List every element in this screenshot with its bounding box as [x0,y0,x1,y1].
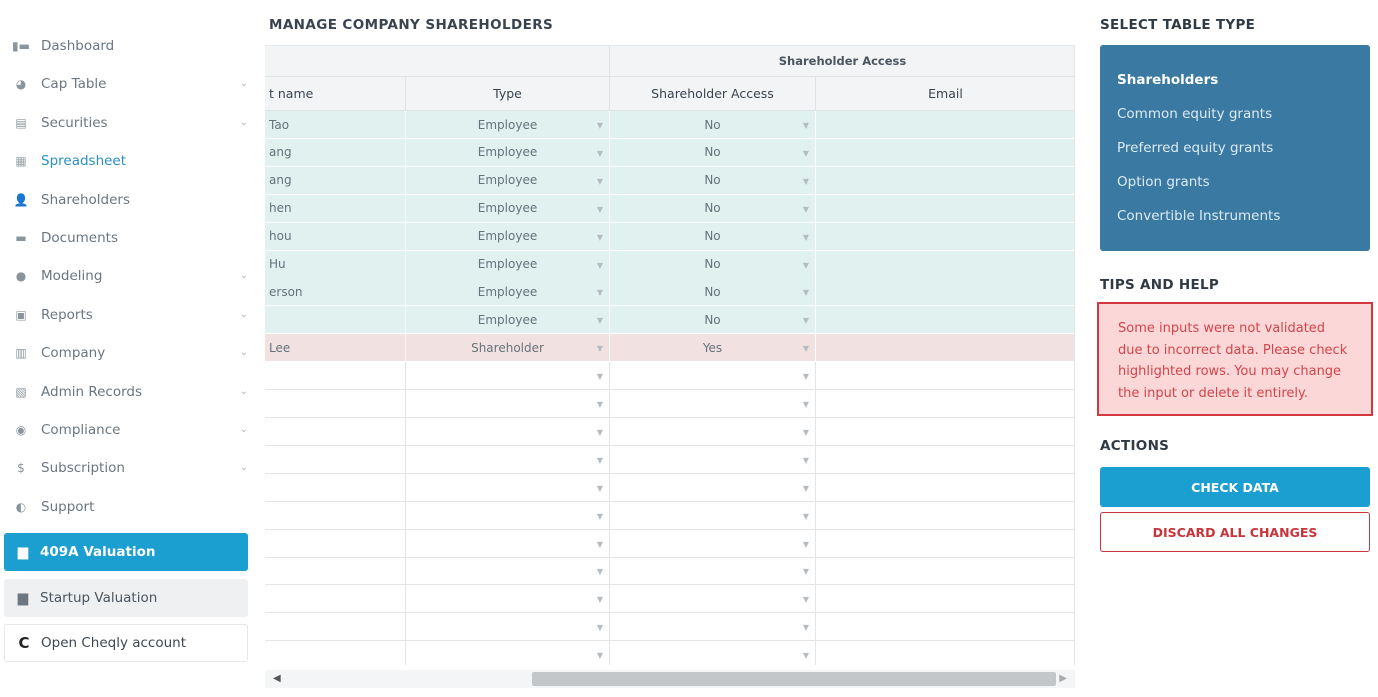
tips-title: TIPS AND HELP [1100,277,1220,293]
type-select-text: Employee [477,201,538,216]
sidebar-item-label: Admin Records [41,383,142,400]
dollar-icon: $ [17,461,25,476]
access-select[interactable] [610,111,816,139]
type-select[interactable] [406,557,610,585]
access-select[interactable] [610,278,816,306]
access-select[interactable] [610,139,816,167]
sidebar-item-label: Cap Table [41,76,107,93]
type-select[interactable] [406,139,610,167]
dropdown-arrow-icon[interactable]: ▼ [596,176,603,186]
clipboard-icon: ▤ [15,115,27,130]
table-row[interactable] [265,251,1075,279]
sidebar-item-admin-records[interactable] [0,373,256,411]
dropdown-arrow-icon[interactable]: ▼ [802,260,809,270]
email-cell[interactable] [816,446,1075,474]
access-select-text: No [704,145,721,160]
dropdown-arrow-icon[interactable]: ▼ [802,623,809,633]
access-select-text: No [704,229,721,244]
sidebar-item-label: Spreadsheet [41,153,127,170]
email-cell[interactable] [816,278,1075,306]
access-select[interactable] [610,474,816,502]
type-select[interactable] [406,223,610,251]
access-select[interactable] [610,530,816,558]
pie-chart-icon: ◕ [15,77,27,92]
access-select-text: No [704,257,721,271]
email-cell[interactable] [816,139,1075,167]
name-cell[interactable] [265,334,406,362]
email-cell[interactable] [816,111,1075,139]
access-select[interactable] [610,585,816,613]
name-cell[interactable] [265,362,406,390]
dropdown-arrow-icon[interactable]: ▼ [596,288,603,298]
name-cell[interactable] [265,418,406,446]
lightbulb-icon: ● [15,269,27,284]
type-select[interactable] [406,613,610,641]
sidebar-item-documents[interactable] [0,219,256,257]
name-cell-text: ang [269,173,292,188]
chevron-down-icon[interactable]: ⌄ [239,347,248,359]
dropdown-arrow-icon[interactable]: ▼ [802,204,809,214]
type-select[interactable] [406,502,610,530]
dropdown-arrow-icon[interactable]: ▼ [596,483,603,493]
name-cell-text: erson [269,284,303,299]
chevron-down-icon[interactable]: ⌄ [239,308,248,320]
email-cell[interactable] [816,530,1075,558]
dropdown-arrow-icon[interactable]: ▼ [802,316,809,326]
dropdown-arrow-icon[interactable]: ▼ [802,651,809,661]
sidebar-item-compliance[interactable] [0,411,256,449]
name-cell-text: Tao [269,117,290,132]
table-row[interactable] [265,278,1075,306]
report-icon: ▣ [15,307,27,322]
scroll-right-icon[interactable]: ▶ [1059,673,1067,684]
name-cell[interactable] [265,530,406,558]
table-type-shareholders[interactable]: Shareholders [1117,72,1219,88]
type-select-text: Employee [477,145,538,160]
name-cell[interactable] [265,446,406,474]
chevron-down-icon[interactable]: ⌄ [239,462,248,474]
email-cell[interactable] [816,613,1075,641]
sidebar-item-subscription[interactable] [0,449,256,487]
table-row[interactable] [265,334,1075,362]
dropdown-arrow-icon[interactable]: ▼ [802,455,809,465]
name-cell[interactable] [265,613,406,641]
table-type-preferred-equity-grants[interactable]: Preferred equity grants [1117,140,1274,156]
name-cell[interactable] [265,557,406,585]
name-cell[interactable] [265,474,406,502]
type-select[interactable] [406,474,610,502]
email-cell[interactable] [816,195,1075,223]
dropdown-arrow-icon[interactable]: ▼ [802,595,809,605]
dropdown-arrow-icon[interactable]: ▼ [596,567,603,577]
name-cell[interactable] [265,167,406,195]
sidebar-item-label: Reports [41,306,93,323]
name-cell[interactable] [265,278,406,306]
email-cell[interactable] [816,251,1075,279]
access-select[interactable] [610,362,816,390]
type-select[interactable] [406,530,610,558]
email-cell[interactable] [816,585,1075,613]
name-cell[interactable] [265,139,406,167]
dropdown-arrow-icon[interactable]: ▼ [802,121,809,130]
dropdown-arrow-icon[interactable]: ▼ [802,483,809,493]
name-cell[interactable] [265,641,406,665]
sidebar-item-support[interactable] [0,488,256,526]
dropdown-arrow-icon[interactable]: ▼ [596,427,603,437]
cheqly-logo-icon: C [18,634,30,652]
table-row[interactable] [265,306,1075,334]
sidebar-item-label: Company [41,345,106,362]
name-cell-text: ang [269,145,292,160]
name-cell[interactable] [265,390,406,418]
dropdown-arrow-icon[interactable]: ▼ [802,539,809,549]
dropdown-arrow-icon[interactable]: ▼ [596,372,603,382]
dropdown-arrow-icon[interactable]: ▼ [802,567,809,577]
access-select-text: No [704,173,721,188]
dropdown-arrow-icon[interactable]: ▼ [596,232,603,242]
type-select-text: Employee [477,312,538,327]
dropdown-arrow-icon[interactable]: ▼ [802,288,809,298]
sidebar-item-company[interactable] [0,334,256,372]
name-cell-text: Lee [269,340,291,355]
access-select[interactable] [610,223,816,251]
dropdown-arrow-icon[interactable]: ▼ [596,121,603,130]
access-select-text: No [704,117,721,132]
dropdown-arrow-icon[interactable]: ▼ [596,344,603,354]
user-icon: 👤 [13,192,29,207]
access-select[interactable] [610,195,816,223]
access-select[interactable] [610,502,816,530]
type-select-text: Employee [477,284,538,299]
table-row[interactable] [265,530,1075,558]
table-row[interactable] [265,362,1075,390]
dropdown-arrow-icon[interactable]: ▼ [596,539,603,549]
type-select[interactable] [406,334,610,362]
dropdown-arrow-icon[interactable]: ▼ [802,232,809,242]
column-header-type[interactable]: Type [406,77,610,111]
scroll-left-icon[interactable]: ◀ [273,673,281,684]
type-select[interactable] [406,390,610,418]
dropdown-arrow-icon[interactable]: ▼ [596,204,603,214]
table-icon: ▦ [15,154,27,169]
name-cell[interactable] [265,306,406,334]
startup-valuation-label: Startup Valuation [40,590,158,606]
column-header-name[interactable]: t name [265,77,406,111]
sidebar-item-label: Securities [41,114,108,131]
select-table-type-title: SELECT TABLE TYPE [1100,17,1256,33]
type-select[interactable] [406,306,610,334]
table-row[interactable] [265,418,1075,446]
table-row[interactable] [265,474,1075,502]
type-select[interactable] [406,278,610,306]
email-cell[interactable] [816,641,1075,665]
table-row[interactable] [265,613,1075,641]
check-data-button[interactable]: CHECK DATA [1100,467,1370,507]
sidebar-item-label: Shareholders [41,191,130,208]
name-cell[interactable] [265,251,406,279]
type-select-text: Shareholder [471,340,544,355]
folder-icon: ▬ [15,231,27,245]
access-select-text: No [704,284,721,299]
email-cell[interactable] [816,306,1075,334]
page-title: MANAGE COMPANY SHAREHOLDERS [269,17,554,33]
dropdown-arrow-icon[interactable]: ▼ [802,372,809,382]
type-select-text: Employee [477,117,538,132]
sidebar-item-reports[interactable] [0,296,256,334]
email-cell[interactable] [816,502,1075,530]
dashboard-icon: ▮▬ [12,39,30,53]
table-type-common-equity-grants[interactable]: Common equity grants [1117,106,1273,122]
sidebar-item-label: Dashboard [41,38,115,54]
support-icon: ◐ [15,499,27,514]
sidebar-item-spreadsheet[interactable] [0,142,256,180]
records-icon: ▧ [15,384,27,399]
access-select[interactable] [610,418,816,446]
access-select[interactable] [610,390,816,418]
sidebar-item-label: Modeling [41,268,103,285]
shareholders-grid [265,45,1075,665]
access-select[interactable] [610,334,816,362]
actions-title: ACTIONS [1100,438,1170,454]
document-icon: ▆ [17,590,29,606]
table-type-panel [1100,45,1370,251]
table-type-convertible-instruments[interactable]: Convertible Instruments [1117,208,1281,224]
table-row[interactable] [265,446,1075,474]
email-cell[interactable] [816,474,1075,502]
access-select-text: No [704,312,721,327]
access-select[interactable] [610,446,816,474]
scrollbar-thumb[interactable] [532,672,1056,686]
email-cell[interactable] [816,557,1075,585]
name-cell-text: hen [269,201,292,216]
email-cell[interactable] [816,390,1075,418]
chevron-down-icon[interactable]: ⌄ [239,78,248,90]
name-cell-text: Hu [269,257,286,271]
shield-icon: ◉ [15,423,27,437]
type-select[interactable] [406,585,610,613]
access-select[interactable] [610,613,816,641]
dropdown-arrow-icon[interactable]: ▼ [802,148,809,158]
sidebar-item-label: Documents [41,230,118,246]
tips-error-box: Some inputs were not validated due to incorrect data. Please check highlighted rows. You may change the input or delete it entirely. [1097,302,1373,416]
type-select-text: Employee [477,173,538,188]
dropdown-arrow-icon[interactable]: ▼ [596,400,603,409]
sidebar-item-label: Subscription [41,460,125,477]
column-header-email[interactable]: Email [816,77,1075,111]
dropdown-arrow-icon[interactable]: ▼ [596,595,603,605]
sidebar-item-shareholders[interactable] [0,181,256,219]
409a-valuation-label: 409A Valuation [40,544,156,560]
table-row[interactable] [265,139,1075,167]
sidebar-item-dashboard[interactable] [0,27,256,65]
open-cheqly-label: Open Cheqly account [41,635,187,651]
dropdown-arrow-icon[interactable]: ▼ [596,455,603,465]
column-header-access[interactable]: Shareholder Access [610,77,816,111]
email-cell[interactable] [816,334,1075,362]
chevron-down-icon[interactable]: ⌄ [239,116,248,128]
name-cell[interactable] [265,502,406,530]
type-select[interactable] [406,362,610,390]
email-cell[interactable] [816,418,1075,446]
dropdown-arrow-icon[interactable]: ▼ [596,511,603,521]
group-header-shareholder-access: Shareholder Access [610,45,1075,77]
discard-all-changes-button[interactable]: DISCARD ALL CHANGES [1100,512,1370,552]
chevron-down-icon[interactable]: ⌄ [239,385,248,397]
email-cell[interactable] [816,362,1075,390]
table-row[interactable] [265,557,1075,585]
dropdown-arrow-icon[interactable]: ▼ [802,176,809,186]
document-icon: ▆ [17,544,29,560]
type-select[interactable] [406,641,610,665]
type-select[interactable] [406,446,610,474]
group-header-blank [265,45,610,77]
name-cell[interactable] [265,195,406,223]
name-cell[interactable] [265,585,406,613]
sidebar-item-securities[interactable] [0,104,256,142]
sidebar-item-label: Compliance [41,422,121,438]
open-cheqly-button[interactable] [4,624,248,662]
409a-valuation-button[interactable] [4,533,248,571]
table-type-option-grants[interactable]: Option grants [1117,174,1210,190]
type-select[interactable] [406,167,610,195]
table-row[interactable] [265,502,1075,530]
access-select-text: Yes [702,340,723,355]
type-select-text: Employee [477,229,538,244]
access-select[interactable] [610,167,816,195]
email-cell[interactable] [816,167,1075,195]
email-cell[interactable] [816,223,1075,251]
name-cell[interactable] [265,223,406,251]
type-select[interactable] [406,111,610,139]
dropdown-arrow-icon[interactable]: ▼ [802,427,809,437]
access-select[interactable] [610,557,816,585]
type-select-text: Employee [477,257,538,271]
access-select[interactable] [610,641,816,665]
horizontal-scrollbar[interactable] [265,670,1075,688]
dropdown-arrow-icon[interactable]: ▼ [802,400,809,409]
dropdown-arrow-icon[interactable]: ▼ [596,651,603,661]
access-select-text: No [704,201,721,216]
dropdown-arrow-icon[interactable]: ▼ [596,148,603,158]
table-row[interactable] [265,585,1075,613]
access-select[interactable] [610,306,816,334]
dropdown-arrow-icon[interactable]: ▼ [802,344,809,354]
table-row[interactable] [265,641,1075,665]
dropdown-arrow-icon[interactable]: ▼ [802,511,809,521]
chevron-down-icon[interactable]: ⌄ [239,424,248,435]
type-select[interactable] [406,418,610,446]
dropdown-arrow-icon[interactable]: ▼ [596,623,603,633]
name-cell-text: hou [269,229,292,244]
sidebar-item-modeling[interactable] [0,257,256,295]
table-row[interactable] [265,111,1075,139]
type-select[interactable] [406,195,610,223]
dropdown-arrow-icon[interactable]: ▼ [596,260,603,270]
chevron-down-icon[interactable]: ⌄ [239,270,248,282]
table-row[interactable] [265,195,1075,223]
sidebar-item-cap-table[interactable] [0,65,256,103]
table-row[interactable] [265,390,1075,418]
building-icon: ▥ [15,346,27,361]
type-select[interactable] [406,251,610,279]
table-row[interactable] [265,167,1075,195]
access-select[interactable] [610,251,816,279]
sidebar-item-label: Support [41,498,95,515]
name-cell[interactable] [265,111,406,139]
table-row[interactable] [265,223,1075,251]
startup-valuation-button[interactable] [4,579,248,617]
dropdown-arrow-icon[interactable]: ▼ [596,316,603,326]
